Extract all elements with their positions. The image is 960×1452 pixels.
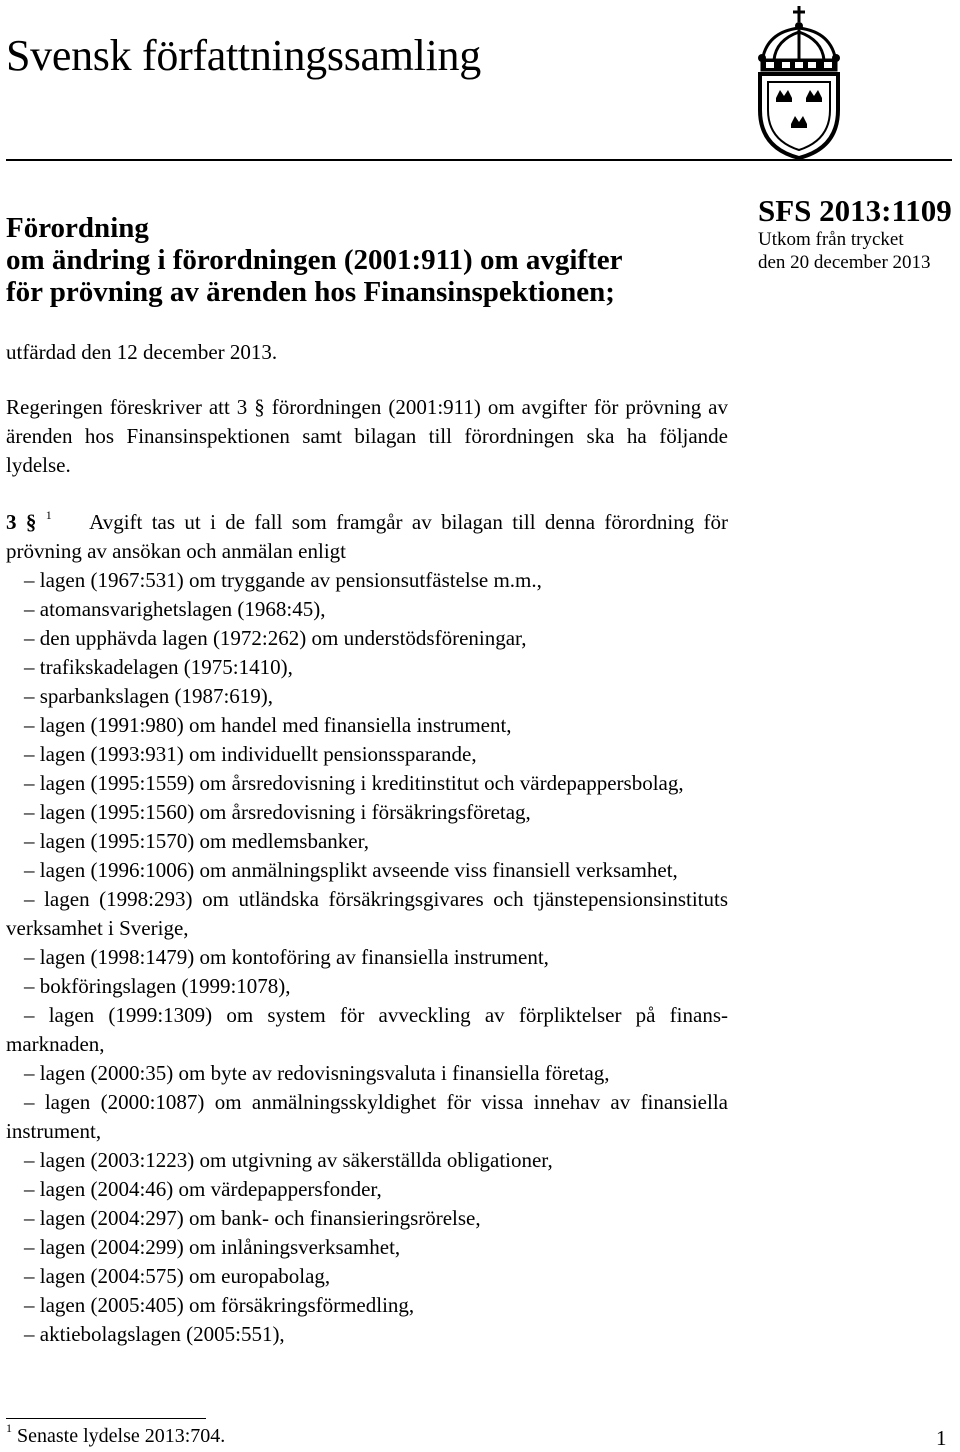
footnote-text: Senaste lydelse 2013:704. bbox=[12, 1425, 226, 1447]
law-text: aktiebolagslagen (2005:551), bbox=[39, 1322, 285, 1346]
law-text: lagen (2000:1087) om anmälningsskyldighet för vissa innehav av finansiella instrument, bbox=[6, 1090, 728, 1143]
dash-bullet: – bbox=[24, 771, 35, 795]
law-text: lagen (1998:1479) om kontoföring av finansiella instrument, bbox=[39, 945, 549, 969]
law-list-item bbox=[6, 624, 728, 653]
law-text: lagen (2004:575) om europabolag, bbox=[39, 1264, 331, 1288]
law-text: lagen (1993:931) om individuellt pensionssparande, bbox=[39, 742, 477, 766]
dash-bullet: – bbox=[24, 1322, 35, 1346]
law-list-item bbox=[6, 682, 728, 711]
law-text: lagen (2004:297) om bank- och finansieringsrörelse, bbox=[39, 1206, 481, 1230]
law-text: lagen (1996:1006) om anmälningsplikt avseende viss finansiell verksamhet, bbox=[39, 858, 678, 882]
law-text: lagen (1995:1560) om årsredovisning i försäkringsföretag, bbox=[39, 800, 531, 824]
law-text: den upphävda lagen (1972:262) om understödsföreningar, bbox=[39, 626, 527, 650]
law-text: sparbankslagen (1987:619), bbox=[39, 684, 274, 708]
dash-bullet: – bbox=[24, 713, 35, 737]
dash-bullet: – bbox=[24, 1061, 35, 1085]
law-list-item bbox=[6, 1059, 728, 1088]
section-paragraph bbox=[6, 508, 728, 566]
law-list-item bbox=[6, 1291, 728, 1320]
law-text: lagen (1991:980) om handel med finansiella instrument, bbox=[39, 713, 512, 737]
footnote-marker: 1 bbox=[6, 1421, 12, 1435]
law-list-item bbox=[6, 943, 728, 972]
law-text: lagen (2005:405) om försäkringsförmedling, bbox=[39, 1293, 415, 1317]
dash-bullet: – bbox=[24, 1003, 35, 1027]
law-list-item bbox=[6, 711, 728, 740]
law-text: lagen (1998:293) om utländska försäkringsgivares och tjänstepensionsinstituts verksamhet i Sverige, bbox=[6, 887, 729, 940]
law-list-item bbox=[6, 1088, 728, 1146]
dash-bullet: – bbox=[24, 684, 35, 708]
law-text: trafikskadelagen (1975:1410), bbox=[39, 655, 293, 679]
law-list-item bbox=[6, 885, 728, 943]
law-list bbox=[6, 566, 728, 1349]
dash-bullet: – bbox=[24, 568, 35, 592]
intro-text-part1: Regeringen föreskriver att 3 bbox=[6, 395, 255, 419]
law-list-item bbox=[6, 740, 728, 769]
law-list-item bbox=[6, 1320, 728, 1349]
law-list-item bbox=[6, 1204, 728, 1233]
dash-bullet: – bbox=[24, 945, 35, 969]
law-list-item bbox=[6, 1262, 728, 1291]
sfs-info bbox=[758, 194, 952, 274]
header-divider bbox=[6, 159, 952, 161]
footnote-reference: 1 bbox=[45, 508, 52, 522]
dash-bullet: – bbox=[24, 1206, 35, 1230]
dash-bullet: – bbox=[24, 1293, 35, 1317]
law-list-item bbox=[6, 653, 728, 682]
sfs-number: SFS 2013:1109 bbox=[758, 193, 952, 228]
law-list-item bbox=[6, 1146, 728, 1175]
document-title bbox=[6, 212, 706, 308]
dash-bullet: – bbox=[24, 1177, 35, 1201]
law-list-item bbox=[6, 1001, 728, 1059]
law-text: lagen (2004:46) om värdepappersfonder, bbox=[39, 1177, 382, 1201]
dash-bullet: – bbox=[24, 1090, 35, 1114]
law-list-item bbox=[6, 566, 728, 595]
law-list-item bbox=[6, 856, 728, 885]
collection-title: Svensk författningssamling bbox=[6, 31, 481, 80]
footnote bbox=[6, 1423, 225, 1449]
law-list-item bbox=[6, 1175, 728, 1204]
law-list-item bbox=[6, 827, 728, 856]
law-text: atomansvarighetslagen (1968:45), bbox=[39, 597, 326, 621]
intro-paragraph bbox=[6, 393, 728, 480]
law-text: lagen (2004:299) om inlåningsverksamhet, bbox=[39, 1235, 401, 1259]
law-text: lagen (1967:531) om tryggande av pensionsutfästelse m.m., bbox=[39, 568, 542, 592]
dash-bullet: – bbox=[24, 1264, 35, 1288]
dash-bullet: – bbox=[24, 974, 35, 998]
printed-line-1: Utkom från trycket bbox=[758, 229, 904, 250]
dash-bullet: – bbox=[24, 858, 35, 882]
title-line-2: om ändring i förordningen (2001:911) om avgifter bbox=[6, 244, 623, 276]
dash-bullet: – bbox=[24, 829, 35, 853]
dash-bullet: – bbox=[24, 1148, 35, 1172]
law-list-item bbox=[6, 595, 728, 624]
law-list-item bbox=[6, 972, 728, 1001]
intro-text-part2: förordningen (2001:911) om avgifter för prövning av ärenden hos Finansinspektionen samt bilagan till förordningen ska ha följande lydelse. bbox=[6, 395, 728, 477]
footnote-divider bbox=[6, 1418, 206, 1419]
law-list-item bbox=[6, 769, 728, 798]
dash-bullet: – bbox=[24, 1235, 35, 1259]
dash-bullet: – bbox=[24, 655, 35, 679]
dash-bullet: – bbox=[24, 626, 35, 650]
printed-line-2: den 20 december 2013 bbox=[758, 252, 931, 273]
issued-date: utfärdad den 12 december 2013. bbox=[6, 340, 278, 364]
law-text: lagen (1995:1559) om årsredovisning i kreditinstitut och värdepappersbolag, bbox=[39, 771, 684, 795]
title-line-1: Förordning bbox=[6, 212, 149, 244]
page-number: 1 bbox=[936, 1426, 947, 1450]
dash-bullet: – bbox=[24, 800, 35, 824]
swedish-coat-of-arms-icon bbox=[754, 2, 844, 162]
section-sign-icon: § bbox=[254, 395, 265, 419]
law-text: lagen (2003:1223) om utgivning av säkerställda obligationer, bbox=[39, 1148, 553, 1172]
title-line-3: för prövning av ärenden hos Finansinspektionen; bbox=[6, 276, 615, 308]
dash-bullet: – bbox=[24, 887, 35, 911]
law-text: bokföringslagen (1999:1078), bbox=[39, 974, 291, 998]
dash-bullet: – bbox=[24, 597, 35, 621]
law-text: lagen (2000:35) om byte av redovisningsvaluta i finansiella företag, bbox=[39, 1061, 610, 1085]
law-list-item bbox=[6, 798, 728, 827]
section-sign-icon: § bbox=[25, 510, 37, 534]
section-number: 3 § bbox=[6, 510, 37, 534]
section-text: Avgift tas ut i de fall som framgår av bilagan till denna förordning för prövning av ansökan och anmälan enligt bbox=[6, 510, 729, 563]
law-text: lagen (1995:1570) om medlemsbanker, bbox=[39, 829, 369, 853]
dash-bullet: – bbox=[24, 742, 35, 766]
law-text: lagen (1999:1309) om system för avveckling av förpliktelser på finansmarknaden, bbox=[6, 1003, 728, 1056]
law-list-item bbox=[6, 1233, 728, 1262]
